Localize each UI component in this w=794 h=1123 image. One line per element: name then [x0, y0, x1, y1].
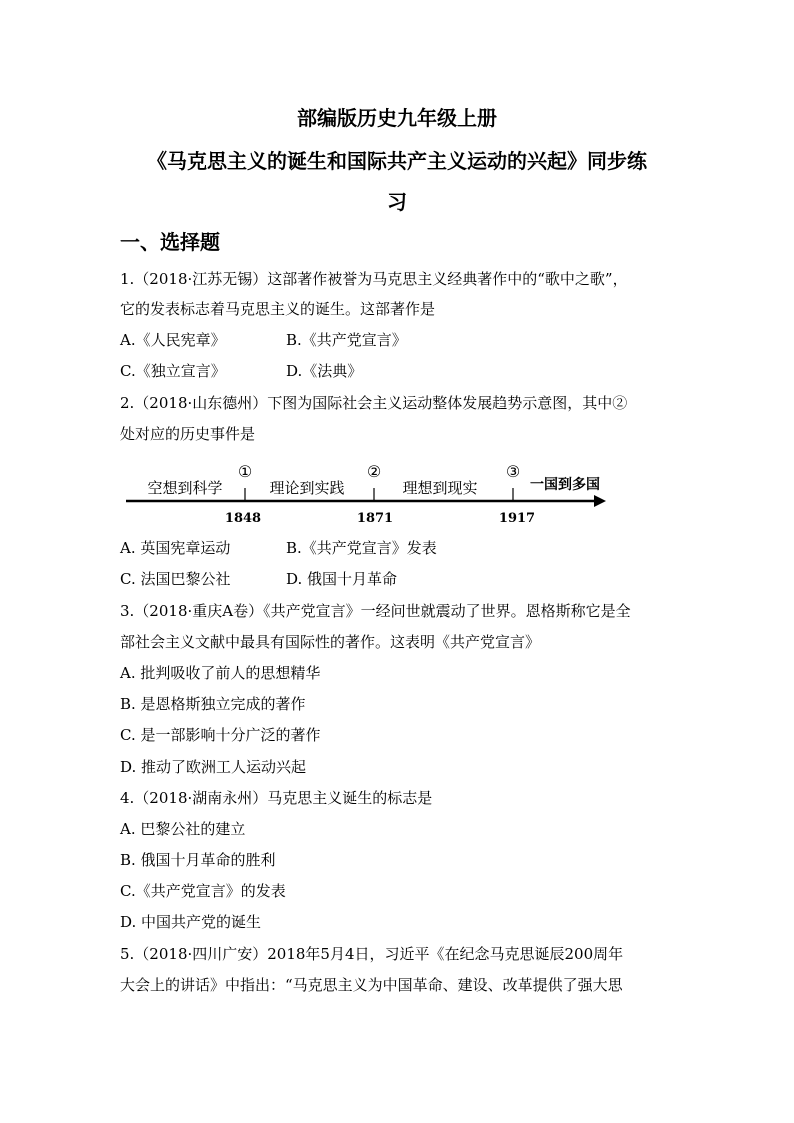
timeline-segment-1: 空想到科学: [147, 479, 223, 497]
question-4-option-b: B. 俄国十月革命的胜利: [120, 851, 276, 869]
question-4-option-d: D. 中国共产党的诞生: [120, 913, 262, 931]
question-4-option-c: C.《共产党宣言》的发表: [120, 882, 286, 900]
question-2-option-a: A. 英国宪章运动: [120, 539, 231, 557]
document-title-line-3: 习: [387, 190, 407, 214]
section-heading: 一、选择题: [120, 230, 220, 254]
question-2-option-c: C. 法国巴黎公社: [120, 570, 231, 588]
question-2-option-b: B.《共产党宣言》发表: [286, 539, 437, 557]
question-1-stem-line-2: 它的发表标志着马克思主义的诞生。这部著作是: [120, 300, 436, 318]
timeline-year-1871: 1871: [356, 511, 394, 526]
question-3-option-c: C. 是一部影响十分广泛的著作: [120, 726, 321, 744]
timeline-marker-1: ①: [237, 462, 253, 481]
question-3-option-d: D. 推动了欧洲工人运动兴起: [120, 758, 307, 776]
question-1-option-b: B.《共产党宣言》: [286, 331, 407, 349]
timeline-year-1917: 1917: [498, 511, 536, 526]
timeline-year-1848: 1848: [224, 511, 262, 526]
timeline-marker-3: ③: [505, 462, 521, 481]
question-2-stem-line-2: 处对应的历史事件是: [120, 425, 256, 443]
timeline-segment-4: 一国到多国: [530, 477, 600, 493]
timeline-marker-2: ②: [366, 462, 382, 481]
timeline-arrow-head: [594, 495, 606, 507]
timeline-diagram: [124, 458, 614, 528]
question-3-option-a: A. 批判吸收了前人的思想精华: [120, 664, 321, 682]
question-1-stem-line-1: 1.（2018·江苏无锡）这部著作被誉为马克思主义经典著作中的“歌中之歌”，: [120, 270, 628, 288]
question-4-option-a: A. 巴黎公社的建立: [120, 820, 246, 838]
timeline-segment-2: 理论到实践: [269, 479, 345, 497]
question-5-stem-line-2: 大会上的讲话》中指出：“马克思主义为中国革命、建设、改革提供了强大思: [120, 976, 623, 994]
question-3-option-b: B. 是恩格斯独立完成的著作: [120, 695, 306, 713]
question-1-option-a: A.《人民宪章》: [120, 331, 226, 349]
question-2-stem-line-1: 2.（2018·山东德州）下图为国际社会主义运动整体发展趋势示意图，其中②: [120, 394, 628, 412]
question-3-stem-line-1: 3.（2018·重庆A卷）《共产党宣言》一经问世就震动了世界。恩格斯称它是全: [120, 602, 631, 620]
question-1-option-c: C.《独立宣言》: [120, 362, 226, 380]
document-title-line-2: 《马克思主义的诞生和国际共产主义运动的兴起》同步练: [147, 149, 647, 173]
timeline-segment-3: 理想到现实: [402, 479, 478, 497]
question-4-stem-line-1: 4.（2018·湖南永州）马克思主义诞生的标志是: [120, 789, 433, 807]
question-1-option-d: D.《法典》: [286, 362, 363, 380]
timeline-svg: [124, 458, 614, 528]
question-5-stem-line-1: 5.（2018·四川广安）2018年5月4日，习近平《在纪念马克思诞辰200周年: [120, 945, 624, 963]
document-title-line-1: 部编版历史九年级上册: [297, 106, 497, 130]
question-3-stem-line-2: 部社会主义文献中最具有国际性的著作。这表明《共产党宣言》: [120, 633, 541, 651]
question-2-option-d: D. 俄国十月革命: [286, 570, 398, 588]
